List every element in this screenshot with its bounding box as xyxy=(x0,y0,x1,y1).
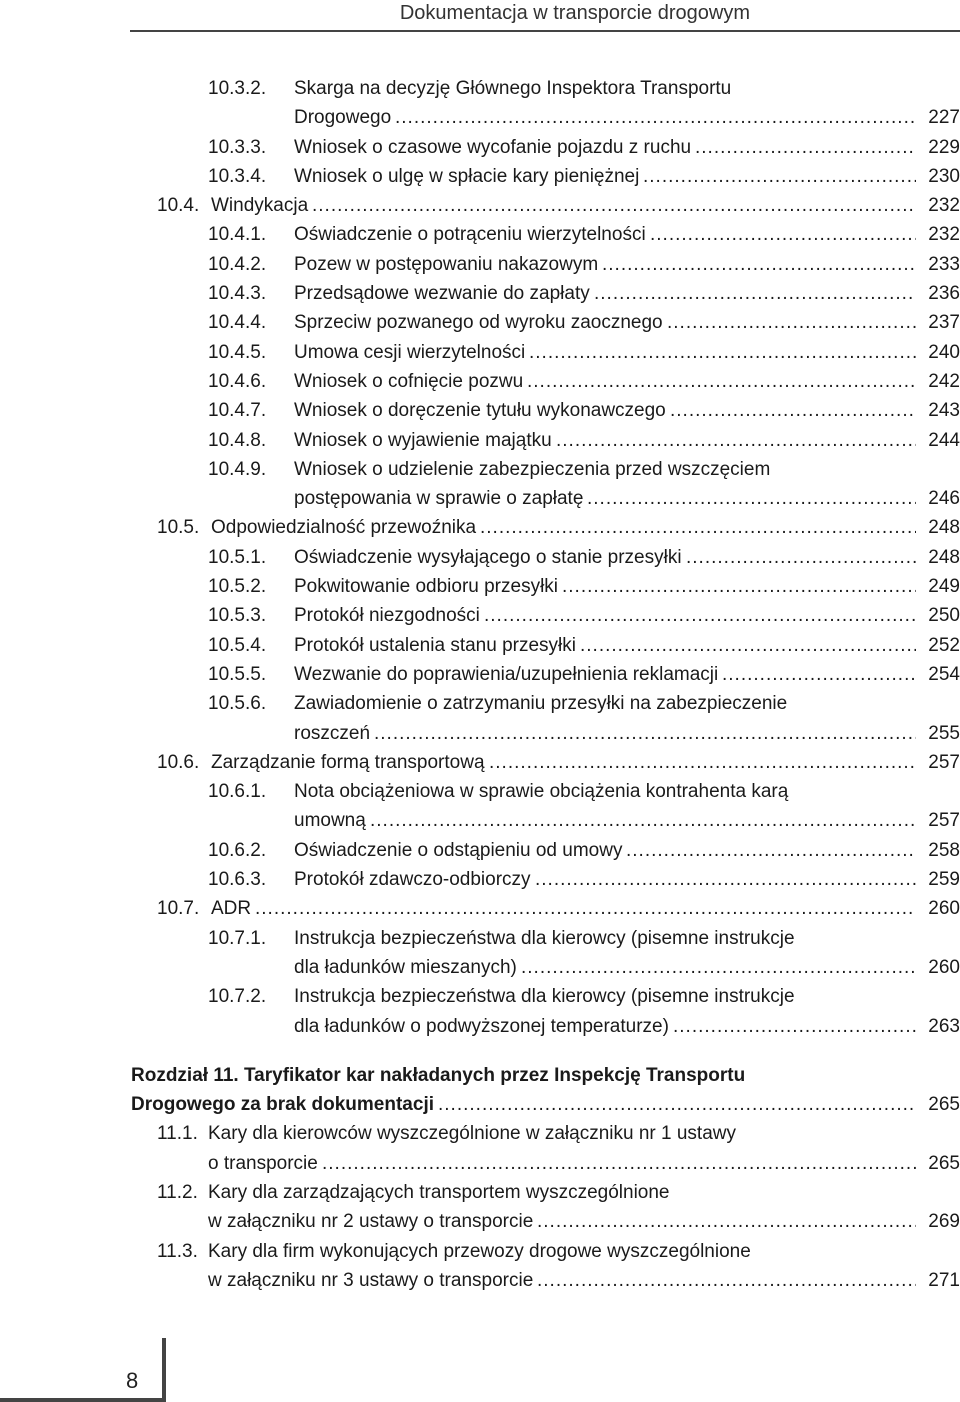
toc-entry-line xyxy=(0,367,960,396)
toc-leader-dots xyxy=(535,865,916,894)
toc-gap xyxy=(0,1041,960,1061)
toc-page-number: 269 xyxy=(928,1211,960,1233)
toc-entry-line xyxy=(0,1149,960,1178)
toc-entry[interactable] xyxy=(0,74,960,133)
toc-page-number: 237 xyxy=(928,312,960,334)
toc-leader-dots xyxy=(527,367,916,396)
toc-entry-title: Protokół niezgodności xyxy=(294,605,480,627)
toc-leader-dots xyxy=(255,894,916,923)
toc-entry-title: Skarga na decyzję Głównego Inspektora Transportu xyxy=(294,78,732,99)
toc-entry-line xyxy=(0,689,960,718)
toc-entry-line xyxy=(0,1266,960,1295)
toc-entry-number: 10.4.8. xyxy=(208,429,267,451)
toc-entry-number: 10.4.4. xyxy=(208,312,267,334)
toc-entry-title: dla ładunków mieszanych) xyxy=(294,956,517,978)
toc-entry-number: 10.6. xyxy=(157,751,200,773)
page-footer xyxy=(0,1338,166,1402)
toc-page-number: 248 xyxy=(928,546,960,568)
toc-page-number: 232 xyxy=(928,195,960,217)
toc-entry[interactable] xyxy=(0,924,960,983)
toc-entry-number: 10.6.1. xyxy=(208,781,267,803)
toc-entry-title: o transporcie xyxy=(208,1152,318,1174)
toc-entry[interactable] xyxy=(0,660,960,689)
toc-entry-line xyxy=(0,74,960,103)
toc-page-number: 249 xyxy=(928,576,960,598)
toc-entry-line xyxy=(0,513,960,542)
toc-entry-number: 10.4.3. xyxy=(208,283,267,305)
toc-leader-dots xyxy=(650,220,916,249)
toc-entry-title: Odpowiedzialność przewoźnika xyxy=(211,517,477,539)
toc-entry-title: umowną xyxy=(294,810,366,832)
toc-leader-dots xyxy=(480,513,916,542)
toc-entry-number: 10.5.6. xyxy=(208,693,267,715)
toc-entry[interactable] xyxy=(0,572,960,601)
toc-entry-number: 11.3. xyxy=(157,1240,198,1262)
toc-entry[interactable] xyxy=(0,250,960,279)
toc-entry-title: Wniosek o doręczenie tytułu wykonawczego xyxy=(294,400,666,422)
toc-entry[interactable] xyxy=(0,513,960,542)
toc-page-number: 244 xyxy=(928,429,960,451)
toc-entry-line xyxy=(0,836,960,865)
header-rule xyxy=(130,30,960,32)
toc-leader-dots xyxy=(587,484,916,513)
toc-entry-number: 10.5.4. xyxy=(208,634,267,656)
toc-entry-line xyxy=(0,1012,960,1041)
toc-leader-dots xyxy=(626,836,916,865)
toc-leader-dots xyxy=(673,1012,916,1041)
toc-entry-line xyxy=(0,308,960,337)
toc-entry-title: postępowania w sprawie o zapłatę xyxy=(294,488,584,510)
toc-entry-title: ADR xyxy=(211,898,252,920)
toc-page-number: 260 xyxy=(928,898,960,920)
toc-entry-title: Wezwanie do poprawienia/uzupełnienia reklamacji xyxy=(294,663,719,685)
toc-page-number: 265 xyxy=(928,1152,960,1174)
toc-entry-line xyxy=(0,719,960,748)
toc-page-number: 271 xyxy=(928,1269,960,1291)
toc-entry-title: Kary dla firm wykonujących przewozy drogowe wyszczególnione xyxy=(208,1240,751,1262)
toc-page-number: 263 xyxy=(928,1015,960,1037)
toc-entry[interactable] xyxy=(0,338,960,367)
toc-leader-dots xyxy=(670,396,916,425)
toc-entry-title: Drogowego za brak dokumentacji xyxy=(131,1094,434,1116)
toc-page-number: 242 xyxy=(928,370,960,392)
toc-page-number: 236 xyxy=(928,283,960,305)
toc-entry-title: Kary dla zarządzających transportem wyszczególnione xyxy=(208,1181,670,1203)
toc-page-number: 227 xyxy=(928,107,960,129)
page-header xyxy=(0,0,960,30)
page-number: 8 xyxy=(126,1368,139,1393)
toc-page-number: 232 xyxy=(928,224,960,246)
toc-leader-dots xyxy=(686,543,916,572)
toc-entry-line xyxy=(0,220,960,249)
toc-entry[interactable] xyxy=(0,162,960,191)
toc-leader-dots xyxy=(556,426,916,455)
toc-entry[interactable] xyxy=(0,191,960,220)
toc-entry-title: dla ładunków o podwyższonej temperaturze) xyxy=(294,1015,669,1037)
toc-leader-dots xyxy=(722,660,916,689)
toc-entry-title: Zarządzanie formą transportową xyxy=(211,751,485,773)
toc-entry[interactable] xyxy=(0,220,960,249)
toc-entry-title: Nota obciążeniowa w sprawie obciążenia kontrahenta karą xyxy=(294,781,789,803)
toc-entry-line xyxy=(0,806,960,835)
toc-entry-title: roszczeń xyxy=(294,722,371,744)
toc-page-number: 265 xyxy=(928,1094,960,1116)
toc-entry-number: 10.4.1. xyxy=(208,224,267,246)
toc-page-number: 260 xyxy=(928,956,960,978)
toc-entry[interactable] xyxy=(0,748,960,777)
toc-entry-line xyxy=(0,894,960,923)
toc-entry[interactable] xyxy=(0,777,960,836)
toc-entry-number: 10.6.2. xyxy=(208,839,267,861)
toc-entry-title: Drogowego xyxy=(294,107,392,129)
toc-entry-number: 10.7. xyxy=(157,898,200,920)
toc-page-number: 252 xyxy=(928,634,960,656)
toc-entry-title: Kary dla kierowców wyszczególnione w załączniku nr 1 ustawy xyxy=(208,1123,737,1145)
toc-entry-title: Rozdział 11. Taryfikator kar nakładanych przez Inspekcję Transportu xyxy=(131,1064,746,1086)
toc-entry[interactable] xyxy=(0,543,960,572)
toc-entry-line xyxy=(0,455,960,484)
toc-page-number: 240 xyxy=(928,341,960,363)
toc-entry-title: Umowa cesji wierzytelności xyxy=(294,341,526,363)
toc-entry[interactable] xyxy=(0,865,960,894)
toc-entry-number: 10.4.9. xyxy=(208,458,267,480)
toc-entry-line xyxy=(0,426,960,455)
toc-leader-dots xyxy=(312,191,916,220)
toc-entry[interactable] xyxy=(0,426,960,455)
toc-entry-title: Wniosek o udzielenie zabezpieczenia przed wszczęciem xyxy=(294,458,771,480)
toc-entry-line xyxy=(0,484,960,513)
toc-entry-number: 10.3.4. xyxy=(208,165,267,187)
toc-entry-title: w załączniku nr 3 ustawy o transporcie xyxy=(208,1269,534,1291)
toc-entry-title: Protokół ustalenia stanu przesyłki xyxy=(294,634,576,656)
toc-entry-title: Instrukcja bezpieczeństwa dla kierowcy (pisemne instrukcje xyxy=(294,927,795,949)
toc-leader-dots xyxy=(537,1207,916,1236)
toc-entry-title: Sprzeciw pozwanego od wyroku zaocznego xyxy=(294,312,663,334)
toc-entry-line xyxy=(0,601,960,630)
toc-entry[interactable] xyxy=(0,982,960,1041)
toc-entry[interactable] xyxy=(0,1178,960,1237)
toc-entry-title: Pozew w postępowaniu nakazowym xyxy=(294,253,599,275)
toc-entry-line xyxy=(0,660,960,689)
toc-entry-number: 10.5.1. xyxy=(208,546,267,568)
toc-entry-line xyxy=(0,631,960,660)
toc-entry-title: Wniosek o cofnięcie pozwu xyxy=(294,370,524,392)
toc-entry-title: Oświadczenie o potrąceniu wierzytelności xyxy=(294,224,646,246)
toc-entry-line xyxy=(0,1090,960,1119)
toc-entry-title: Zawiadomienie o zatrzymaniu przesyłki na zabezpieczenie xyxy=(294,693,788,715)
toc-entry[interactable] xyxy=(0,601,960,630)
toc-page-number: 250 xyxy=(928,605,960,627)
toc-entry-line xyxy=(0,1178,960,1207)
toc-entry-line xyxy=(0,982,960,1011)
toc-entry[interactable] xyxy=(0,455,960,514)
toc-entry-title: Przedsądowe wezwanie do zapłaty xyxy=(294,283,590,305)
toc-entry[interactable] xyxy=(0,279,960,308)
toc-leader-dots xyxy=(489,748,916,777)
toc-entry-line xyxy=(0,279,960,308)
toc-entry-line xyxy=(0,250,960,279)
toc-entry[interactable] xyxy=(0,689,960,748)
toc-page-number: 257 xyxy=(928,751,960,773)
toc-entry-number: 10.4. xyxy=(157,195,200,217)
toc-leader-dots xyxy=(602,250,916,279)
footer-rule-vertical xyxy=(162,1338,166,1402)
toc-entry-title: Protokół zdawczo-odbiorczy xyxy=(294,869,531,891)
toc-entry[interactable] xyxy=(0,894,960,923)
toc-page-number: 254 xyxy=(928,663,960,685)
toc-entry-number: 10.7.2. xyxy=(208,986,267,1008)
toc-entry-line xyxy=(0,191,960,220)
toc-entry-title: Windykacja xyxy=(211,195,309,217)
toc-entry-line xyxy=(0,162,960,191)
toc-entry-number: 10.5. xyxy=(157,517,200,539)
toc-entry-number: 10.4.7. xyxy=(208,400,267,422)
toc-leader-dots xyxy=(374,719,916,748)
toc-entry-number: 10.7.1. xyxy=(208,927,267,949)
toc-entry-number: 10.5.2. xyxy=(208,576,267,598)
toc-entry-title: Wniosek o wyjawienie majątku xyxy=(294,429,552,451)
toc-entry-line xyxy=(0,338,960,367)
toc-entry[interactable] xyxy=(0,631,960,660)
toc-entry-number: 10.4.2. xyxy=(208,253,267,275)
toc-entry-line xyxy=(0,1119,960,1148)
toc-entry-title: w załączniku nr 2 ustawy o transporcie xyxy=(208,1211,534,1233)
toc-page-number: 248 xyxy=(928,517,960,539)
toc-entry-line xyxy=(0,572,960,601)
toc-leader-dots xyxy=(594,279,916,308)
toc-entry[interactable] xyxy=(0,133,960,162)
toc-leader-dots xyxy=(395,103,916,132)
toc-page-number: 229 xyxy=(928,136,960,158)
toc-leader-dots xyxy=(562,572,916,601)
toc-leader-dots xyxy=(370,806,916,835)
toc-entry-number: 10.5.5. xyxy=(208,663,267,685)
toc-entry-number: 10.6.3. xyxy=(208,869,267,891)
toc-entry-title: Oświadczenie wysyłającego o stanie przesyłki xyxy=(294,546,682,568)
toc-leader-dots xyxy=(529,338,916,367)
toc-entry-number: 10.4.6. xyxy=(208,370,267,392)
toc-entry[interactable] xyxy=(0,1119,960,1178)
toc-entry[interactable] xyxy=(0,308,960,337)
toc-entry-number: 11.2. xyxy=(157,1181,198,1203)
toc-leader-dots xyxy=(521,953,916,982)
toc-page-number: 259 xyxy=(928,869,960,891)
toc-leader-dots xyxy=(537,1266,916,1295)
toc-entry-line xyxy=(0,103,960,132)
toc-entry-line xyxy=(0,1207,960,1236)
toc-page-number: 257 xyxy=(928,810,960,832)
toc-entry-line xyxy=(0,748,960,777)
toc-entry-line xyxy=(0,396,960,425)
toc-entry-number: 10.5.3. xyxy=(208,605,267,627)
toc-entry-title: Oświadczenie o odstąpieniu od umowy xyxy=(294,839,623,861)
toc-entry[interactable] xyxy=(0,836,960,865)
toc-leader-dots xyxy=(643,162,916,191)
toc-entry-line xyxy=(0,924,960,953)
toc-entry-title: Wniosek o ulgę w spłacie kary pieniężnej xyxy=(294,165,640,187)
toc-chapter-entry[interactable] xyxy=(0,1061,960,1120)
toc-page-number: 258 xyxy=(928,839,960,861)
toc-entry-number: 11.1. xyxy=(157,1123,198,1145)
toc-entry-line xyxy=(0,865,960,894)
toc-entry-title: Instrukcja bezpieczeństwa dla kierowcy (pisemne instrukcje xyxy=(294,986,795,1008)
toc-leader-dots xyxy=(667,308,916,337)
toc-entry-line xyxy=(0,1061,960,1090)
toc-page-number: 233 xyxy=(928,253,960,275)
toc-leader-dots xyxy=(322,1149,916,1178)
toc-entry-number: 10.3.2. xyxy=(208,78,267,99)
toc-entry-number: 10.4.5. xyxy=(208,341,267,363)
toc-leader-dots xyxy=(484,601,916,630)
toc-page-number: 246 xyxy=(928,488,960,510)
table-of-contents xyxy=(0,74,960,1295)
toc-entry-title: Wniosek o czasowe wycofanie pojazdu z ruchu xyxy=(294,136,692,158)
toc-leader-dots xyxy=(438,1090,916,1119)
toc-page-number: 243 xyxy=(928,400,960,422)
toc-entry-line xyxy=(0,133,960,162)
toc-entry[interactable] xyxy=(0,1237,960,1296)
toc-page-number: 255 xyxy=(928,722,960,744)
toc-entry-line xyxy=(0,543,960,572)
toc-entry-line xyxy=(0,777,960,806)
footer-rule xyxy=(0,1398,166,1402)
toc-entry-title: Pokwitowanie odbioru przesyłki xyxy=(294,576,559,598)
header-title: Dokumentacja w transporcie drogowym xyxy=(399,2,750,24)
toc-page-number: 230 xyxy=(928,165,960,187)
toc-entry-number: 10.3.3. xyxy=(208,136,267,158)
toc-entry-line xyxy=(0,1237,960,1266)
toc-entry[interactable] xyxy=(0,367,960,396)
toc-entry[interactable] xyxy=(0,396,960,425)
toc-leader-dots xyxy=(580,631,916,660)
toc-leader-dots xyxy=(695,133,916,162)
toc-entry-line xyxy=(0,953,960,982)
